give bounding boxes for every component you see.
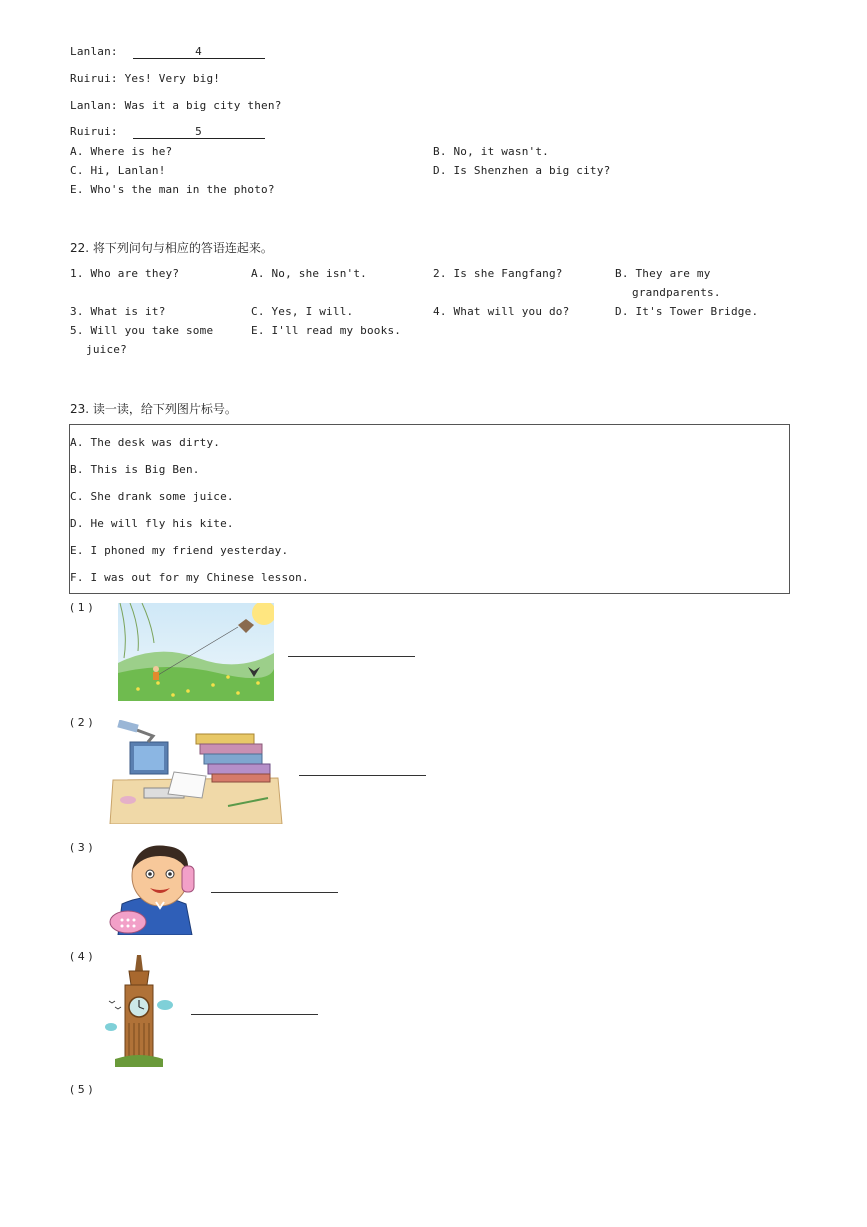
q22-q1: 1. Who are they? bbox=[70, 267, 180, 280]
speaker: Lanlan: bbox=[70, 99, 118, 112]
speaker: Ruirui: bbox=[70, 125, 118, 138]
dialogue-text: Yes! Very big! bbox=[124, 72, 221, 85]
option-c: C. Hi, Lanlan! bbox=[70, 164, 166, 177]
speaker: Lanlan: bbox=[70, 45, 118, 58]
option-d: D. Is Shenzhen a big city? bbox=[433, 164, 611, 177]
q23-option-e: E. I phoned my friend yesterday. bbox=[70, 544, 289, 557]
q22-q5-line1: 5. Will you take some bbox=[70, 324, 214, 337]
blank-5[interactable]: 5 bbox=[133, 125, 265, 139]
dialogue-line-4 bbox=[70, 125, 265, 139]
q23-option-d: D. He will fly his kite. bbox=[70, 517, 234, 530]
blank-4[interactable]: 4 bbox=[133, 45, 265, 59]
q22-e: E. I'll read my books. bbox=[251, 324, 402, 337]
q22-c: C. Yes, I will. bbox=[251, 305, 354, 318]
item-label-5: ( 5 ) bbox=[70, 1083, 93, 1096]
answer-line-4[interactable] bbox=[191, 1014, 318, 1015]
option-e: E. Who's the man in the photo? bbox=[70, 183, 275, 196]
q22-q5-line2: juice? bbox=[86, 343, 127, 356]
q22-q2: 2. Is she Fangfang? bbox=[433, 267, 563, 280]
item-label-4: ( 4 ) bbox=[70, 950, 93, 963]
kite-picture bbox=[118, 603, 274, 701]
dialogue-line-2 bbox=[70, 72, 220, 85]
q22-title: 22. 将下列问句与相应的答语连起来。 bbox=[70, 241, 273, 255]
q23-option-c: C. She drank some juice. bbox=[70, 490, 234, 503]
big-ben-picture bbox=[103, 955, 178, 1067]
dirty-desk-picture bbox=[108, 720, 283, 824]
item-label-3: ( 3 ) bbox=[70, 841, 93, 854]
dialogue-line-3 bbox=[70, 99, 282, 112]
q22-b-line2: grandparents. bbox=[632, 286, 721, 299]
option-a: A. Where is he? bbox=[70, 145, 173, 158]
dialogue-text: Was it a big city then? bbox=[124, 99, 282, 112]
item-label-2: ( 2 ) bbox=[70, 716, 93, 729]
answer-line-3[interactable] bbox=[211, 892, 338, 893]
dialogue-line-1 bbox=[70, 45, 265, 59]
q22-a: A. No, she isn't. bbox=[251, 267, 367, 280]
q23-title: 23. 读一读，给下列图片标号。 bbox=[70, 402, 237, 416]
q22-d: D. It's Tower Bridge. bbox=[615, 305, 759, 318]
options-box bbox=[69, 424, 790, 594]
phone-picture bbox=[108, 842, 198, 935]
q23-option-a: A. The desk was dirty. bbox=[70, 436, 221, 449]
q23-option-b: B. This is Big Ben. bbox=[70, 463, 200, 476]
q22-b-line1: B. They are my bbox=[615, 267, 711, 280]
answer-line-1[interactable] bbox=[288, 656, 415, 657]
q22-q4: 4. What will you do? bbox=[433, 305, 570, 318]
q22-q3: 3. What is it? bbox=[70, 305, 166, 318]
speaker: Ruirui: bbox=[70, 72, 118, 85]
answer-line-2[interactable] bbox=[299, 775, 426, 776]
item-label-1: ( 1 ) bbox=[70, 601, 93, 614]
q23-option-f: F. I was out for my Chinese lesson. bbox=[70, 571, 309, 584]
option-b: B. No, it wasn't. bbox=[433, 145, 549, 158]
